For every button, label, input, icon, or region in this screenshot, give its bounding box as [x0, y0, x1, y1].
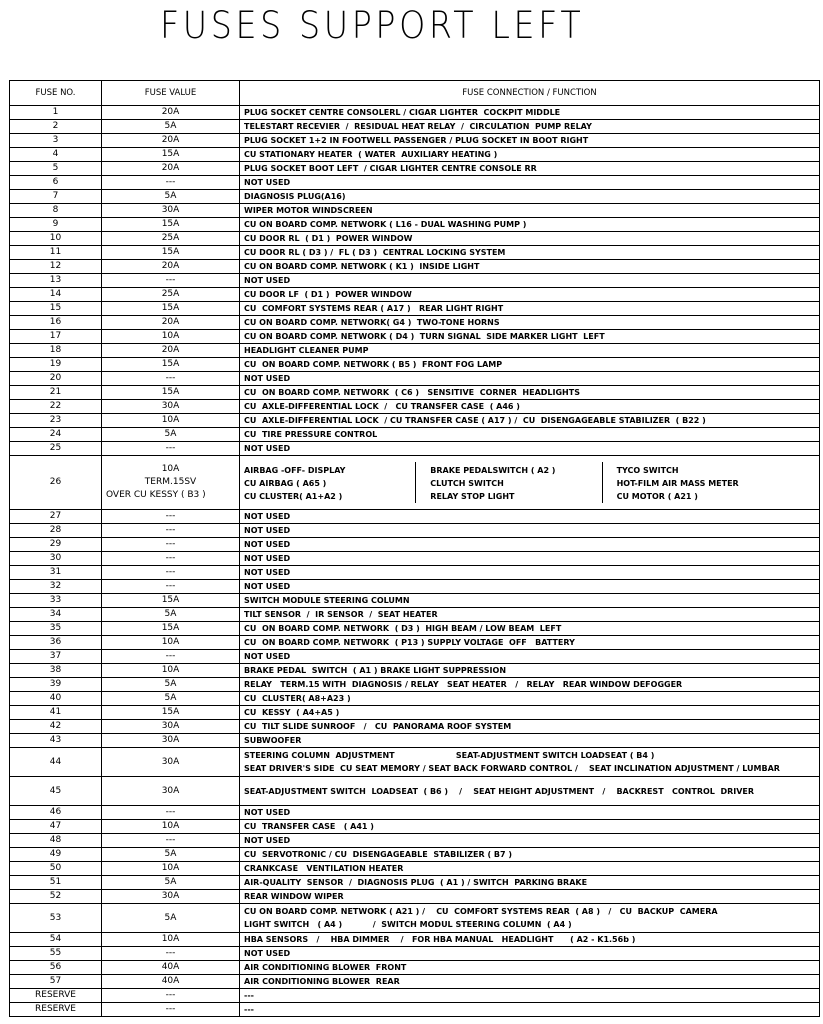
fuse-function: CU TRANSFER CASE ( A41 ) — [240, 820, 820, 834]
table-row — [10, 734, 820, 748]
fuse-no: 3 — [10, 134, 102, 148]
fuse-no: 6 — [10, 176, 102, 190]
fuse-function — [240, 904, 820, 933]
table-row — [10, 876, 820, 890]
fuse-function: CU ON BOARD COMP. NETWORK ( D4 ) TURN SIGNAL SIDE MARKER LIGHT LEFT — [240, 330, 820, 344]
table-row — [10, 372, 820, 386]
function-line: CU AIRBAG ( A65 ) — [244, 479, 327, 488]
function-line: CLUTCH SWITCH — [430, 479, 504, 488]
fuse-value: 25A — [102, 288, 240, 302]
fuse-no: 8 — [10, 204, 102, 218]
fuse-function: AIR-QUALITY SENSOR / DIAGNOSIS PLUG ( A1 ) / SWITCH PARKING BRAKE — [240, 876, 820, 890]
table-row — [10, 400, 820, 414]
fuse-value: --- — [102, 552, 240, 566]
fuse-function: NOT USED — [240, 566, 820, 580]
fuse-value: 20A — [102, 260, 240, 274]
fuse-value: 5A — [102, 428, 240, 442]
fuse-table — [9, 80, 820, 1017]
function-column-c — [617, 462, 805, 503]
fuse-value: 15A — [102, 148, 240, 162]
fuse-function: NOT USED — [240, 650, 820, 664]
table-row — [10, 204, 820, 218]
table-body-row53 — [10, 904, 820, 933]
fuse-function: NOT USED — [240, 510, 820, 524]
function-line: AIRBAG -OFF- DISPLAY — [244, 466, 346, 475]
fuse-no: 30 — [10, 552, 102, 566]
fuse-function: HBA SENSORS / HBA DIMMER / FOR HBA MANUAL HEADLIGHT ( A2 - K1.56b ) — [240, 933, 820, 947]
fuse-no: 48 — [10, 834, 102, 848]
table-body-row44-45 — [10, 748, 820, 806]
fuse-value: 10A — [102, 933, 240, 947]
fuse-value: --- — [102, 372, 240, 386]
fuse-value: 30A — [102, 734, 240, 748]
fuse-function: NOT USED — [240, 947, 820, 961]
fuse-function: CU KESSY ( A4+A5 ) — [240, 706, 820, 720]
table-row — [10, 862, 820, 876]
fuse-no: 26 — [10, 456, 102, 510]
fuse-no: 54 — [10, 933, 102, 947]
fuse-value: 15A — [102, 594, 240, 608]
fuse-no: 38 — [10, 664, 102, 678]
fuse-no: RESERVE — [10, 1003, 102, 1017]
fuse-no: 46 — [10, 806, 102, 820]
fuse-function: CU ON BOARD COMP. NETWORK ( P13 ) SUPPLY VOLTAGE OFF BATTERY — [240, 636, 820, 650]
fuse-no: 49 — [10, 848, 102, 862]
fuse-value: --- — [102, 806, 240, 820]
fuse-value: --- — [102, 650, 240, 664]
table-row — [10, 358, 820, 372]
fuse-no: 53 — [10, 904, 102, 933]
fuse-no: 5 — [10, 162, 102, 176]
table-row — [10, 218, 820, 232]
fuse-no: 29 — [10, 538, 102, 552]
table-row — [10, 989, 820, 1003]
fuse-value: 20A — [102, 106, 240, 120]
fuse-function: CU SERVOTRONIC / CU DISENGAGEABLE STABILIZER ( B7 ) — [240, 848, 820, 862]
fuse-no: 27 — [10, 510, 102, 524]
table-row — [10, 720, 820, 734]
table-row — [10, 330, 820, 344]
fuse-value: 30A — [102, 748, 240, 777]
fuse-value: 5A — [102, 848, 240, 862]
table-row — [10, 134, 820, 148]
table-row — [10, 510, 820, 524]
fuse-value: 15A — [102, 386, 240, 400]
fuse-no: 22 — [10, 400, 102, 414]
fuse-function: NOT USED — [240, 176, 820, 190]
table-row — [10, 820, 820, 834]
fuse-function: CU ON BOARD COMP. NETWORK ( L16 - DUAL WASHING PUMP ) — [240, 218, 820, 232]
fuse-value: 5A — [102, 608, 240, 622]
fuse-function: NOT USED — [240, 552, 820, 566]
fuse-value: 30A — [102, 204, 240, 218]
fuse-no: 31 — [10, 566, 102, 580]
fuse-no: 28 — [10, 524, 102, 538]
fuse-value: 20A — [102, 316, 240, 330]
fuse-function: TELESTART RECEVIER / RESIDUAL HEAT RELAY / CIRCULATION PUMP RELAY — [240, 120, 820, 134]
fuse-value: --- — [102, 1003, 240, 1017]
fuse-value: 15A — [102, 358, 240, 372]
fuse-function: CU AXLE-DIFFERENTIAL LOCK / CU TRANSFER CASE ( A17 ) / CU DISENGAGEABLE STABILIZER ( B22 ) — [240, 414, 820, 428]
table-row — [10, 288, 820, 302]
function-line: HOT-FILM AIR MASS METER — [616, 479, 739, 488]
fuse-no: 16 — [10, 316, 102, 330]
fuse-value: --- — [102, 834, 240, 848]
fuse-no: 33 — [10, 594, 102, 608]
fuse-value: --- — [102, 176, 240, 190]
fuse-no: 14 — [10, 288, 102, 302]
fuse-no: 10 — [10, 232, 102, 246]
fuse-value: 15A — [102, 246, 240, 260]
table-row — [10, 806, 820, 820]
fuse-value: --- — [102, 947, 240, 961]
fuse-function: NOT USED — [240, 442, 820, 456]
fuse-value: --- — [102, 442, 240, 456]
function-column-a — [244, 462, 416, 503]
table-row — [10, 386, 820, 400]
fuse-value: 10A — [102, 820, 240, 834]
fuse-function: TILT SENSOR / IR SENSOR / SEAT HEATER — [240, 608, 820, 622]
fuse-value: 5A — [102, 190, 240, 204]
fuse-function: REAR WINDOW WIPER — [240, 890, 820, 904]
fuse-value: 30A — [102, 890, 240, 904]
fuse-function: DIAGNOSIS PLUG(A16) — [240, 190, 820, 204]
fuse-function: CU ON BOARD COMP. NETWORK( G4 ) TWO-TONE HORNS — [240, 316, 820, 330]
table-row — [10, 538, 820, 552]
fuse-function: NOT USED — [240, 274, 820, 288]
fuse-value: 15A — [102, 218, 240, 232]
table-body-4 — [10, 933, 820, 1017]
fuse-value-line: TERM.15SV — [144, 477, 197, 487]
fuse-function: WIPER MOTOR WINDSCREEN — [240, 204, 820, 218]
fuse-value-line: 10A — [161, 464, 180, 474]
fuse-no: 36 — [10, 636, 102, 650]
function-column-b — [430, 462, 602, 503]
table-row — [10, 650, 820, 664]
fuse-no: 52 — [10, 890, 102, 904]
fuse-no: 43 — [10, 734, 102, 748]
table-row — [10, 120, 820, 134]
table-row — [10, 890, 820, 904]
fuse-value: 20A — [102, 344, 240, 358]
table-row — [10, 232, 820, 246]
fuse-no: 41 — [10, 706, 102, 720]
fuse-no: 20 — [10, 372, 102, 386]
table-row — [10, 442, 820, 456]
fuse-value: 10A — [102, 330, 240, 344]
fuse-value: 40A — [102, 975, 240, 989]
fuse-function: SWITCH MODULE STEERING COLUMN — [240, 594, 820, 608]
function-line: CU MOTOR ( A21 ) — [616, 492, 698, 501]
table-row — [10, 148, 820, 162]
fuse-no: 51 — [10, 876, 102, 890]
fuse-no: 19 — [10, 358, 102, 372]
table-row — [10, 106, 820, 120]
table-row — [10, 636, 820, 650]
fuse-function: CU DOOR RL ( D1 ) POWER WINDOW — [240, 232, 820, 246]
table-row — [10, 456, 820, 510]
fuse-value: 10A — [102, 664, 240, 678]
fuse-value: 5A — [102, 876, 240, 890]
fuse-no: 40 — [10, 692, 102, 706]
table-row — [10, 975, 820, 989]
fuse-value: 10A — [102, 414, 240, 428]
fuse-no: 12 — [10, 260, 102, 274]
fuse-no: 9 — [10, 218, 102, 232]
function-line: STEERING COLUMN ADJUSTMENT SEAT-ADJUSTMENT SWITCH LOADSEAT ( B4 ) — [244, 751, 655, 760]
fuse-value: --- — [102, 989, 240, 1003]
fuse-value: 10A — [102, 862, 240, 876]
table-row — [10, 1003, 820, 1017]
fuse-function: NOT USED — [240, 372, 820, 386]
table-row — [10, 344, 820, 358]
header-fuse-no: FUSE NO. — [10, 81, 102, 106]
table-row — [10, 834, 820, 848]
table-body-row26 — [10, 456, 820, 510]
fuse-value: 15A — [102, 622, 240, 636]
table-header-row — [10, 81, 820, 106]
fuse-no: 13 — [10, 274, 102, 288]
fuse-no: 42 — [10, 720, 102, 734]
fuse-value: 30A — [102, 400, 240, 414]
fuse-no: 25 — [10, 442, 102, 456]
table-row — [10, 580, 820, 594]
fuse-no: 32 — [10, 580, 102, 594]
fuse-function: NOT USED — [240, 806, 820, 820]
table-row — [10, 848, 820, 862]
header-function: FUSE CONNECTION / FUNCTION — [240, 81, 820, 106]
fuse-value: 5A — [102, 678, 240, 692]
table-row — [10, 260, 820, 274]
fuse-no: RESERVE — [10, 989, 102, 1003]
fuse-no: 50 — [10, 862, 102, 876]
fuse-function: PLUG SOCKET 1+2 IN FOOTWELL PASSENGER / PLUG SOCKET IN BOOT RIGHT — [240, 134, 820, 148]
header-fuse-value: FUSE VALUE — [102, 81, 240, 106]
fuse-value: --- — [102, 524, 240, 538]
function-line: BRAKE PEDALSWITCH ( A2 ) — [430, 466, 556, 475]
fuse-no: 17 — [10, 330, 102, 344]
fuse-no: 11 — [10, 246, 102, 260]
fuse-value: 5A — [102, 692, 240, 706]
fuse-function — [240, 456, 820, 510]
fuse-function: AIR CONDITIONING BLOWER REAR — [240, 975, 820, 989]
table-row — [10, 777, 820, 806]
function-line: SEAT DRIVER'S SIDE CU SEAT MEMORY / SEAT BACK FORWARD CONTROL / SEAT INCLINATION ADJUSTMENT / LUMBAR — [244, 764, 780, 773]
fuse-value: 40A — [102, 961, 240, 975]
fuse-no: 7 — [10, 190, 102, 204]
fuse-no: 47 — [10, 820, 102, 834]
fuse-function: CU ON BOARD COMP. NETWORK ( K1 ) INSIDE LIGHT — [240, 260, 820, 274]
fuse-value: 30A — [102, 720, 240, 734]
fuse-function: PLUG SOCKET CENTRE CONSOLERL / CIGAR LIGHTER COCKPIT MIDDLE — [240, 106, 820, 120]
table-row — [10, 904, 820, 933]
fuse-function: --- — [240, 1003, 820, 1017]
fuse-no: 24 — [10, 428, 102, 442]
fuse-no: 35 — [10, 622, 102, 636]
table-row — [10, 566, 820, 580]
page-title: FUSES SUPPORT LEFT — [160, 4, 585, 47]
fuse-function: BRAKE PEDAL SWITCH ( A1 ) BRAKE LIGHT SUPPRESSION — [240, 664, 820, 678]
table-body-1 — [10, 106, 820, 456]
fuse-function: NOT USED — [240, 580, 820, 594]
table-row — [10, 933, 820, 947]
fuse-value: --- — [102, 538, 240, 552]
fuse-value: 20A — [102, 162, 240, 176]
fuse-no: 23 — [10, 414, 102, 428]
table-row — [10, 302, 820, 316]
table-row — [10, 162, 820, 176]
function-line: TYCO SWITCH — [616, 466, 679, 475]
fuse-value: --- — [102, 566, 240, 580]
fuse-no: 37 — [10, 650, 102, 664]
fuse-function: CU ON BOARD COMP. NETWORK ( B5 ) FRONT FOG LAMP — [240, 358, 820, 372]
fuse-no: 18 — [10, 344, 102, 358]
table-row — [10, 274, 820, 288]
fuse-value — [102, 456, 240, 510]
fuse-no: 56 — [10, 961, 102, 975]
fuse-value: 15A — [102, 706, 240, 720]
fuse-function — [240, 748, 820, 777]
fuse-function: CU DOOR RL ( D3 ) / FL ( D3 ) CENTRAL LOCKING SYSTEM — [240, 246, 820, 260]
fuse-function: CRANKCASE VENTILATION HEATER — [240, 862, 820, 876]
fuse-function: CU TIRE PRESSURE CONTROL — [240, 428, 820, 442]
table-row — [10, 414, 820, 428]
table-row — [10, 594, 820, 608]
table-body-2 — [10, 510, 820, 748]
fuse-no: 1 — [10, 106, 102, 120]
fuse-no: 2 — [10, 120, 102, 134]
table-row — [10, 622, 820, 636]
table-row — [10, 428, 820, 442]
fuse-value: --- — [102, 274, 240, 288]
function-line: RELAY STOP LIGHT — [430, 492, 515, 501]
fuse-function: HEADLIGHT CLEANER PUMP — [240, 344, 820, 358]
fuse-function: NOT USED — [240, 524, 820, 538]
fuse-function: SEAT-ADJUSTMENT SWITCH LOADSEAT ( B6 ) / SEAT HEIGHT ADJUSTMENT / BACKREST CONTROL DRIVER — [240, 777, 820, 806]
function-line: LIGHT SWITCH ( A4 ) / SWITCH MODUL STEERING COLUMN ( A4 ) — [244, 920, 572, 929]
fuse-function: CU CLUSTER( A8+A23 ) — [240, 692, 820, 706]
fuse-function: NOT USED — [240, 834, 820, 848]
table-row — [10, 316, 820, 330]
table-row — [10, 246, 820, 260]
fuse-no: 21 — [10, 386, 102, 400]
fuse-value: --- — [102, 580, 240, 594]
function-line: CU ON BOARD COMP. NETWORK ( A21 ) / CU COMFORT SYSTEMS REAR ( A8 ) / CU BACKUP CAMERA — [244, 907, 718, 916]
fuse-value: 20A — [102, 134, 240, 148]
fuse-function: NOT USED — [240, 538, 820, 552]
fuse-function: PLUG SOCKET BOOT LEFT / CIGAR LIGHTER CENTRE CONSOLE RR — [240, 162, 820, 176]
fuse-value: 15A — [102, 302, 240, 316]
fuse-no: 39 — [10, 678, 102, 692]
fuse-function: CU DOOR LF ( D1 ) POWER WINDOW — [240, 288, 820, 302]
table-row — [10, 608, 820, 622]
fuse-value-line: OVER CU KESSY ( B3 ) — [106, 490, 206, 500]
table-row — [10, 961, 820, 975]
fuse-function: CU ON BOARD COMP. NETWORK ( C6 ) SENSITIVE CORNER HEADLIGHTS — [240, 386, 820, 400]
table-row — [10, 748, 820, 777]
fuse-function: CU STATIONARY HEATER ( WATER AUXILIARY HEATING ) — [240, 148, 820, 162]
fuse-value: 30A — [102, 777, 240, 806]
fuse-function: CU TILT SLIDE SUNROOF / CU PANORAMA ROOF SYSTEM — [240, 720, 820, 734]
fuse-no: 34 — [10, 608, 102, 622]
table-row — [10, 664, 820, 678]
table-row — [10, 552, 820, 566]
table-row — [10, 524, 820, 538]
fuse-function: CU COMFORT SYSTEMS REAR ( A17 ) REAR LIGHT RIGHT — [240, 302, 820, 316]
function-line: CU CLUSTER( A1+A2 ) — [244, 492, 343, 501]
fuse-function: CU AXLE-DIFFERENTIAL LOCK / CU TRANSFER CASE ( A46 ) — [240, 400, 820, 414]
fuse-function: AIR CONDITIONING BLOWER FRONT — [240, 961, 820, 975]
fuse-function: RELAY TERM.15 WITH DIAGNOSIS / RELAY SEAT HEATER / RELAY REAR WINDOW DEFOGGER — [240, 678, 820, 692]
fuse-value: 5A — [102, 120, 240, 134]
table-row — [10, 692, 820, 706]
fuse-no: 4 — [10, 148, 102, 162]
fuse-function: SUBWOOFER — [240, 734, 820, 748]
fuse-no: 57 — [10, 975, 102, 989]
fuse-value: 5A — [102, 904, 240, 933]
table-row — [10, 190, 820, 204]
fuse-no: 44 — [10, 748, 102, 777]
fuse-value: 25A — [102, 232, 240, 246]
table-body-3 — [10, 806, 820, 904]
table-row — [10, 947, 820, 961]
fuse-no: 15 — [10, 302, 102, 316]
fuse-no: 55 — [10, 947, 102, 961]
table-row — [10, 678, 820, 692]
fuse-function: CU ON BOARD COMP. NETWORK ( D3 ) HIGH BEAM / LOW BEAM LEFT — [240, 622, 820, 636]
table-row — [10, 176, 820, 190]
table-row — [10, 706, 820, 720]
fuse-value: --- — [102, 510, 240, 524]
fuse-no: 45 — [10, 777, 102, 806]
fuse-value: 10A — [102, 636, 240, 650]
fuse-function: --- — [240, 989, 820, 1003]
